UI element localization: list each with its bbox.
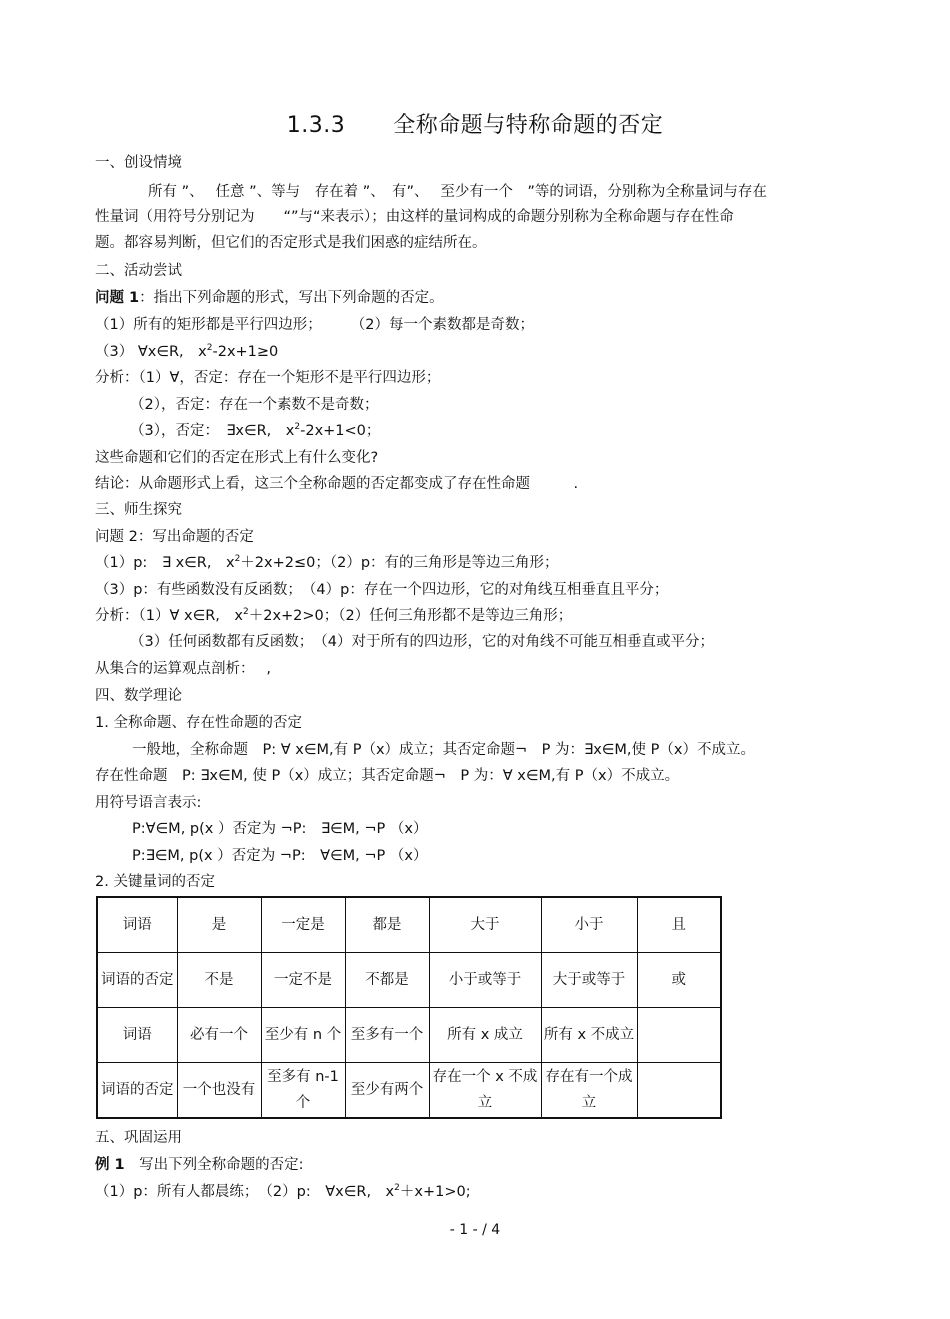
- q2-formula-end: ＋2x+2≤0；（2）p：有的三角形是等边三角形；: [240, 555, 559, 571]
- title-text: 全称命题与特称命题的否定: [393, 113, 664, 138]
- table-cell: 词语: [97, 897, 177, 953]
- table-cell: 大于: [429, 897, 541, 953]
- section-heading-1: 一、创设情境: [95, 155, 182, 171]
- table-cell: 词语: [97, 1008, 177, 1063]
- table-cell: 小于: [541, 897, 637, 953]
- table-cell: 都是: [345, 897, 429, 953]
- table-cell: 所有 x 不成立: [541, 1008, 637, 1063]
- question-1-items: （1）所有的矩形都是平行四边形； （2）每一个素数都是奇数；: [95, 317, 534, 333]
- analysis-1: 分析：（1）∀，否定：存在一个矩形不是平行四边形；: [95, 370, 441, 386]
- table-cell: 存在有一个成立: [541, 1063, 637, 1119]
- example-1-text: 写出下列全称命题的否定:: [124, 1157, 304, 1173]
- item-3-formula: ∀x∈R, x: [137, 344, 207, 360]
- analysis-b-exponent: 2: [242, 607, 249, 617]
- question-1-label: 问题 1: [95, 290, 140, 306]
- table-cell: 所有 x 成立: [429, 1008, 541, 1063]
- analysis-3-formula: （3），否定： ∃x∈R, x: [130, 423, 295, 439]
- table-cell: 至少有 n 个: [261, 1008, 345, 1063]
- example-1-items: [95, 1182, 471, 1202]
- theory-symbol-1: P:∀∈M, p(x ）否定为 ¬P: ∃∈M, ¬P （x）: [132, 821, 428, 837]
- quantifier-negation-table: [96, 896, 722, 1119]
- question-change: 这些命题和它们的否定在形式上有什么变化?: [95, 450, 379, 466]
- analysis-b-1: [95, 606, 572, 626]
- table-cell: [637, 1008, 721, 1063]
- example-1: [95, 1155, 304, 1175]
- analysis-b-2: （3）任何函数都有反函数； （4）对于所有的四边形，它的对角线不可能互相垂直或平分；: [130, 634, 714, 650]
- conclusion: 结论：从命题形式上看，这三个全称命题的否定都变成了存在性命题 .: [95, 476, 579, 492]
- section-number: 1.3.3: [286, 113, 346, 138]
- example-formula: （1）p：所有人都晨练； （2）p: ∀x∈R, x: [95, 1184, 395, 1200]
- theory-symbol-label: 用符号语言表示:: [95, 795, 202, 811]
- section-heading-2: 二、活动尝试: [95, 263, 182, 279]
- question-1-item-3: [95, 342, 278, 362]
- table-row: [97, 1008, 721, 1063]
- page-number: - 1 - / 4: [449, 1222, 501, 1238]
- q2-formula: （1）p: ∃ x∈R, x: [95, 555, 235, 571]
- table-cell: 一个也没有: [177, 1063, 261, 1119]
- analysis-b-formula: 分析：（1）∀ x∈R, x: [95, 608, 243, 624]
- table-cell: 一定不是: [261, 953, 345, 1008]
- set-analysis: 从集合的运算观点剖析： ,: [95, 661, 271, 677]
- example-1-label: 例 1: [95, 1157, 125, 1173]
- table-cell: 是: [177, 897, 261, 953]
- question-2: 问题 2：写出命题的否定: [95, 529, 254, 545]
- question-2-line-2: （3）p：有些函数没有反函数； （4）p：存在一个四边形，它的对角线互相垂直且平分；: [95, 582, 669, 598]
- table-cell: 一定是: [261, 897, 345, 953]
- analysis-3-formula-end: -2x+1<0；: [300, 423, 381, 439]
- table-cell: 词语的否定: [97, 1063, 177, 1119]
- table-cell: 至少有两个: [345, 1063, 429, 1119]
- theory-symbol-2: P:∃∈M, p(x ）否定为 ¬P: ∀∈M, ¬P （x）: [132, 848, 428, 864]
- theory-line-2: 存在性命题 P: ∃x∈M, 使 P（x）成立；其否定命题¬ P 为：∀ x∈M,有 P（x）不成立。: [95, 768, 680, 784]
- theory-line-1: 一般地，全称命题 P: ∀ x∈M,有 P（x）成立；其否定命题¬ P 为：∃x∈M,使 P（x）不成立。: [132, 742, 755, 758]
- theory-heading-2: 2. 关键量词的否定: [95, 874, 215, 890]
- table-cell: 存在一个 x 不成立: [429, 1063, 541, 1119]
- section-heading-3: 三、师生探究: [95, 502, 182, 518]
- analysis-b-formula-end: ＋2x+2>0；（2）任何三角形都不是等边三角形；: [248, 608, 573, 624]
- page-title: [0, 108, 950, 139]
- table-cell: 不是: [177, 953, 261, 1008]
- table-cell: 或: [637, 953, 721, 1008]
- question-1: [95, 288, 444, 308]
- q2-exponent: 2: [234, 554, 241, 564]
- item-3-exponent: 2: [206, 343, 213, 353]
- table-row: [97, 1063, 721, 1119]
- table-cell: 不都是: [345, 953, 429, 1008]
- question-2-line-1: [95, 553, 559, 573]
- example-formula-end: ＋x+1>0;: [399, 1184, 471, 1200]
- theory-heading-1: 1. 全称命题、存在性命题的否定: [95, 715, 302, 731]
- table-row: [97, 953, 721, 1008]
- table-cell: 至多有一个: [345, 1008, 429, 1063]
- table-row: [97, 897, 721, 953]
- table-cell: 词语的否定: [97, 953, 177, 1008]
- analysis-3: [130, 421, 380, 441]
- intro-line-1: 所有 ”、 任意 ”、等与 存在着 ”、 有”、 至少有一个 ”等的词语，分别称为全称量词与存在: [148, 184, 767, 200]
- section-heading-4: 四、数学理论: [95, 688, 182, 704]
- table-cell: 必有一个: [177, 1008, 261, 1063]
- table-cell: [637, 1063, 721, 1119]
- analysis-2: （2），否定：存在一个素数不是奇数；: [130, 397, 379, 413]
- table-cell: 至多有 n-1 个: [261, 1063, 345, 1119]
- intro-line-3: 题。都容易判断，但它们的否定形式是我们困惑的症结所在。: [95, 235, 487, 251]
- intro-line-2: 性量词（用符号分别记为 “”与“来表示）；由这样的量词构成的命题分别称为全称命题与存在性命: [95, 209, 734, 225]
- section-heading-5: 五、巩固运用: [95, 1130, 182, 1146]
- example-exponent: 2: [394, 1183, 400, 1193]
- table-cell: 小于或等于: [429, 953, 541, 1008]
- item-3-formula-end: -2x+1≥0: [212, 344, 279, 360]
- table-cell: 大于或等于: [541, 953, 637, 1008]
- item-3-prefix: （3）: [95, 344, 134, 360]
- table-cell: 且: [637, 897, 721, 953]
- question-1-text: ：指出下列命题的形式，写出下列命题的否定。: [139, 290, 444, 306]
- analysis-3-exponent: 2: [294, 422, 301, 432]
